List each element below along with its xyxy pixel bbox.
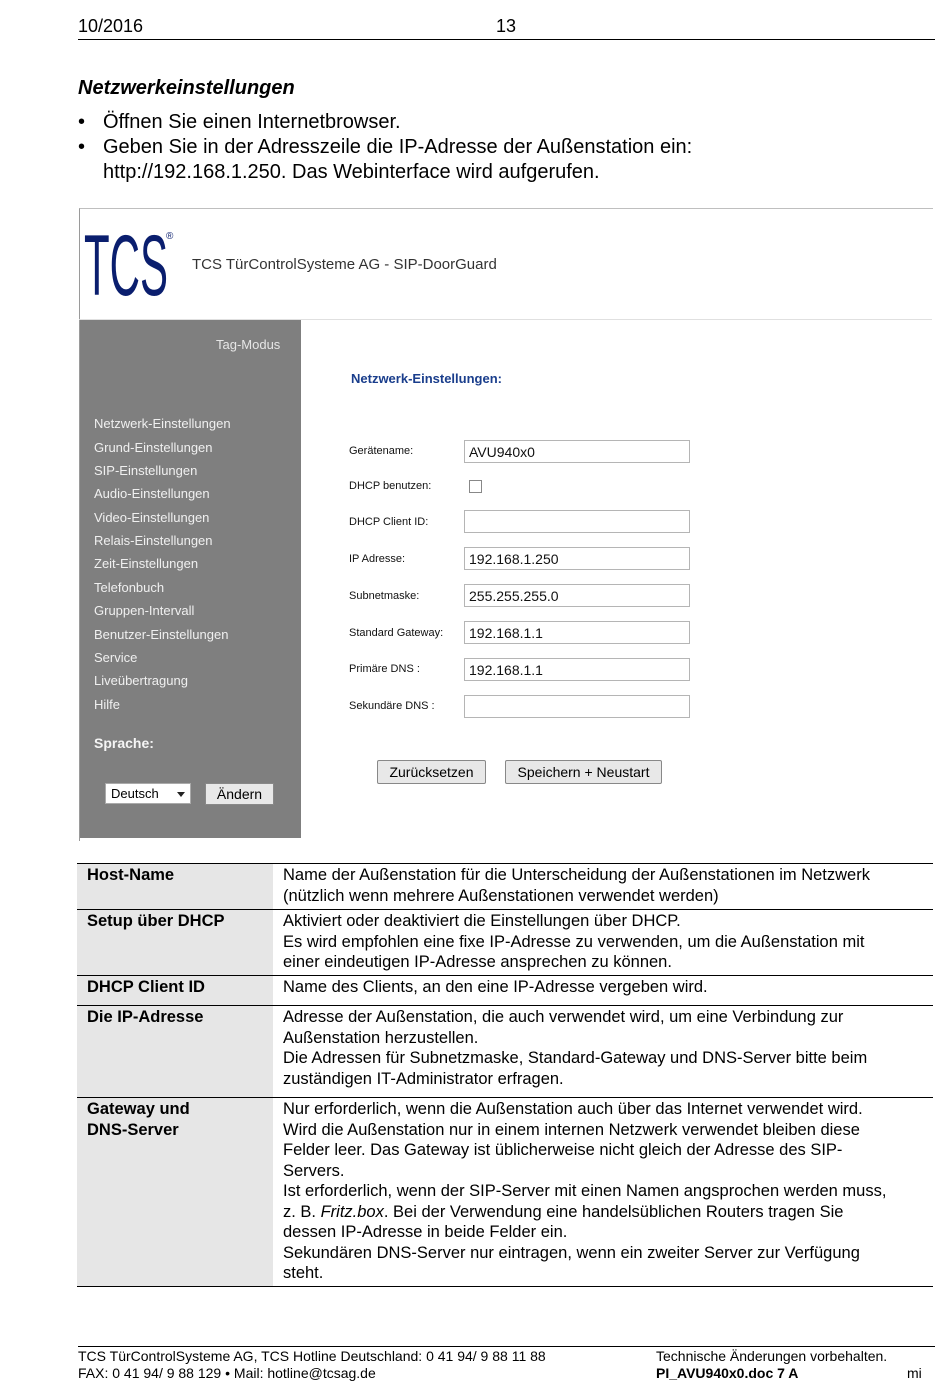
app-title: TCS TürControlSysteme AG - SIP-DoorGuard <box>192 256 497 273</box>
gateway-input[interactable]: 192.168.1.1 <box>464 621 690 644</box>
table-key: Host-Name <box>77 864 273 910</box>
settings-description-table <box>77 863 933 1287</box>
language-label: Sprache: <box>94 735 154 751</box>
table-row <box>77 1098 933 1287</box>
primary-dns-input[interactable]: 192.168.1.1 <box>464 658 690 681</box>
dhcp-client-id-input[interactable] <box>464 510 690 533</box>
form-title: Netzwerk-Einstellungen: <box>351 371 502 386</box>
logo-text: TCS <box>84 225 168 299</box>
table-row <box>77 1006 933 1098</box>
sidebar-item-hilfe[interactable]: Hilfe <box>94 697 121 712</box>
ip-input[interactable]: 192.168.1.250 <box>464 547 690 570</box>
footer-company: TCS TürControlSysteme AG, TCS Hotline Deutschland: 0 41 94/ 9 88 11 88 <box>78 1348 546 1364</box>
table-key: Setup über DHCP <box>77 910 273 976</box>
bullet-text: Öffnen Sie einen Internetbrowser. <box>103 111 401 133</box>
bullet-symbol: • <box>78 136 86 158</box>
table-row <box>77 975 933 1006</box>
header-rule <box>78 39 935 40</box>
bullet-symbol: • <box>78 111 86 133</box>
footer-contact: FAX: 0 41 94/ 9 88 129 • Mail: hotline@tcsag.de <box>78 1365 376 1381</box>
sidebar-item-audio[interactable]: Audio-Einstellungen <box>94 486 210 501</box>
sidebar-item-sip[interactable]: SIP-Einstellungen <box>94 463 198 478</box>
device-name-input[interactable]: AVU940x0 <box>464 440 690 463</box>
sidebar-item-telefonbuch[interactable]: Telefonbuch <box>94 580 165 595</box>
table-key: Gateway und DNS-Server <box>77 1098 273 1287</box>
language-value: Deutsch <box>111 786 159 801</box>
header-date: 10/2016 <box>78 16 144 36</box>
bullet-text: http://192.168.1.250. Das Webinterface wird aufgerufen. <box>103 161 600 183</box>
footer-initials: mi <box>907 1365 922 1381</box>
dhcp-client-id-label: DHCP Client ID: <box>349 516 429 528</box>
table-key: Die IP-Adresse <box>77 1006 273 1098</box>
footer-document-id: PI_AVU940x0.doc 7 A <box>656 1365 799 1381</box>
table-description: Name des Clients, an den eine IP-Adresse vergeben wird. <box>273 975 933 1006</box>
sidebar-item-grund[interactable]: Grund-Einstellungen <box>94 440 213 455</box>
page-number: 13 <box>496 16 517 36</box>
subnet-input[interactable]: 255.255.255.0 <box>464 584 690 607</box>
sidebar-item-relais[interactable]: Relais-Einstellungen <box>94 533 213 548</box>
mode-indicator: Tag-Modus <box>216 337 281 352</box>
table-description: Name der Außenstation für die Unterscheidung der Außenstationen im Netzwerk (nützlich wenn mehrere Außenstationen verwendet werden) <box>273 864 933 910</box>
secondary-dns-input[interactable] <box>464 695 690 718</box>
svg-text:®: ® <box>166 231 174 242</box>
subnet-label: Subnetmaske: <box>349 590 420 602</box>
bullet-text: Geben Sie in der Adresszeile die IP-Adresse der Außenstation ein: <box>103 136 693 158</box>
sidebar-item-netzwerk[interactable]: Netzwerk-Einstellungen <box>94 416 231 431</box>
table-description: Nur erforderlich, wenn die Außenstation auch über das Internet verwendet wird. Wird die Außenstation nur in einem internen Netzwerk verwendet bleiben diese Felder leer. Das Gateway ist üblicherweise nicht gleich der Adresse des SIP- Servers. Ist erforderlich, wenn der SIP-Server mit einen Namen angsprochen werden muss, z. B. Fritz.box. Bei der Verwendung eine handelsüblichen Routers tragen Sie dessen IP-Adresse in beide Felder ein. Sekundären DNS-Server nur eintragen, wenn ein zweiter Server zur Verfügung steht. <box>273 1098 933 1287</box>
gateway-label: Standard Gateway: <box>349 627 444 639</box>
change-language-button[interactable]: Ändern <box>205 783 274 805</box>
ip-label: IP Adresse: <box>349 553 406 565</box>
dhcp-checkbox[interactable] <box>469 480 482 493</box>
sidebar-item-service[interactable]: Service <box>94 650 138 665</box>
reset-button[interactable]: Zurücksetzen <box>377 760 486 784</box>
device-name-label: Gerätename: <box>349 445 414 457</box>
section-title: Netzwerkeinstellungen <box>78 77 295 99</box>
footer-disclaimer: Technische Änderungen vorbehalten. <box>656 1348 888 1364</box>
table-description: Adresse der Außenstation, die auch verwendet wird, um eine Verbindung zur Außenstation herzustellen. Die Adressen für Subnetzmaske, Standard-Gateway und DNS-Server bitte beim zuständigen IT-Administrator erfragen. <box>273 1006 933 1098</box>
sidebar-item-gruppen[interactable]: Gruppen-Intervall <box>94 603 195 618</box>
table-description: Aktiviert oder deaktiviert die Einstellungen über DHCP. Es wird empfohlen eine fixe IP-Adresse zu verwenden, um die Außenstation mit einer eindeutigen IP-Adresse ansprechen zu können. <box>273 910 933 976</box>
footer-rule <box>78 1346 935 1347</box>
sidebar-item-live[interactable]: Liveübertragung <box>94 673 188 688</box>
secondary-dns-label: Sekundäre DNS : <box>349 700 435 712</box>
table-row <box>77 864 933 910</box>
language-select[interactable] <box>105 783 191 804</box>
save-restart-button[interactable]: Speichern + Neustart <box>505 760 662 784</box>
dhcp-label: DHCP benutzen: <box>349 480 432 492</box>
dropdown-arrow-icon <box>177 792 185 797</box>
table-key: DHCP Client ID <box>77 975 273 1006</box>
sidebar-item-video[interactable]: Video-Einstellungen <box>94 510 210 525</box>
sidebar <box>80 320 301 838</box>
table-row <box>77 910 933 976</box>
tcs-logo <box>84 225 174 299</box>
sidebar-item-benutzer[interactable]: Benutzer-Einstellungen <box>94 627 229 642</box>
primary-dns-label: Primäre DNS : <box>349 663 420 675</box>
sidebar-item-zeit[interactable]: Zeit-Einstellungen <box>94 556 199 571</box>
